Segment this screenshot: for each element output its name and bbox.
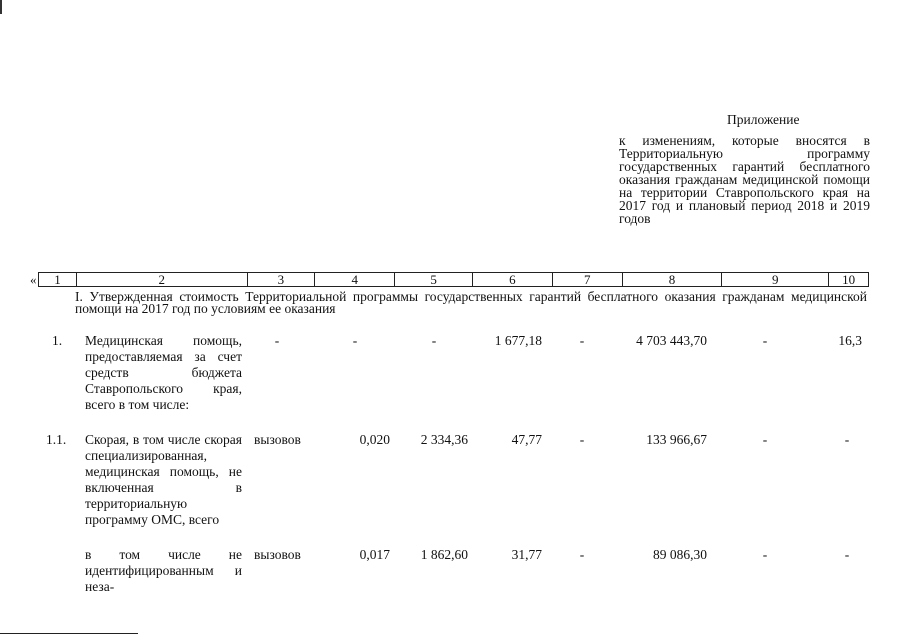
column-number-1: 1	[39, 273, 77, 286]
row-1-col4: -	[352, 333, 358, 348]
row-2-col9: -	[762, 432, 768, 447]
row-2-unit: вызовов	[254, 432, 301, 447]
row-1-col9: -	[762, 333, 768, 348]
row-1-number: 1.	[52, 333, 63, 348]
row-2-col5: 2 334,36	[420, 432, 468, 447]
column-number-8: 8	[623, 273, 723, 286]
row-3-col9: -	[762, 547, 768, 562]
row-2-number: 1.1.	[46, 432, 67, 447]
row-3-col4: 0,017	[359, 547, 390, 562]
section-title: I. Утвержденная стоимость Территориальной программы государственных гарантий бесплатного оказания гражданам медицинской помощи на 2017 год по условиям ее оказания	[75, 289, 867, 316]
column-number-5: 5	[395, 273, 473, 286]
row-3-col6: 31,77	[511, 547, 542, 562]
row-2-description: Скорая, в том числе скорая специализированная, медицинская помощь, не включенная в территориальную программу ОМС, всего	[85, 432, 242, 527]
column-number-3: 3	[248, 273, 316, 286]
table-open-quote: «	[30, 272, 37, 287]
row-3-col5: 1 862,60	[420, 547, 468, 562]
row-1-description: Медицинская помощь, предоставляемая за счет средств бюджета Ставропольского края, всего в том числе:	[85, 333, 242, 412]
column-number-header	[38, 272, 869, 287]
row-1-col5: -	[431, 333, 437, 348]
row-1-col7: -	[579, 333, 585, 348]
row-3-col7: -	[579, 547, 585, 562]
column-number-6: 6	[473, 273, 553, 286]
row-3-unit: вызовов	[254, 547, 301, 562]
row-2-col6: 47,77	[511, 432, 542, 447]
row-1-col10: 16,3	[838, 333, 862, 348]
row-1-col6: 1 677,18	[494, 333, 542, 348]
column-number-9: 9	[722, 273, 829, 286]
row-2-col10: -	[844, 432, 850, 447]
column-number-10: 10	[842, 272, 856, 287]
appendix-title: Приложение	[727, 112, 800, 127]
column-number-4: 4	[315, 273, 395, 286]
row-2-col7: -	[579, 432, 585, 447]
row-1-col8: 4 703 443,70	[636, 333, 707, 348]
column-number-2: 2	[77, 273, 248, 286]
footnote-rule	[0, 633, 138, 634]
appendix-description: к изменениям, которые вносятся в Территориальную программу государственных гарантий бесплатного оказания гражданам медицинской помощи на территории Ставропольского края на 2017 год и плановый период 2018 и 2019 годов	[619, 133, 870, 226]
column-number-7: 7	[553, 273, 623, 286]
row-2-col4: 0,020	[359, 432, 390, 447]
row-3-col10: -	[844, 547, 850, 562]
row-3-col8: 89 086,30	[653, 547, 707, 562]
scan-edge-mark	[0, 0, 2, 14]
row-1-unit: -	[274, 333, 280, 348]
row-2-col8: 133 966,67	[646, 432, 707, 447]
row-3-description: в том числе не идентифицированным и неза-	[85, 547, 242, 594]
